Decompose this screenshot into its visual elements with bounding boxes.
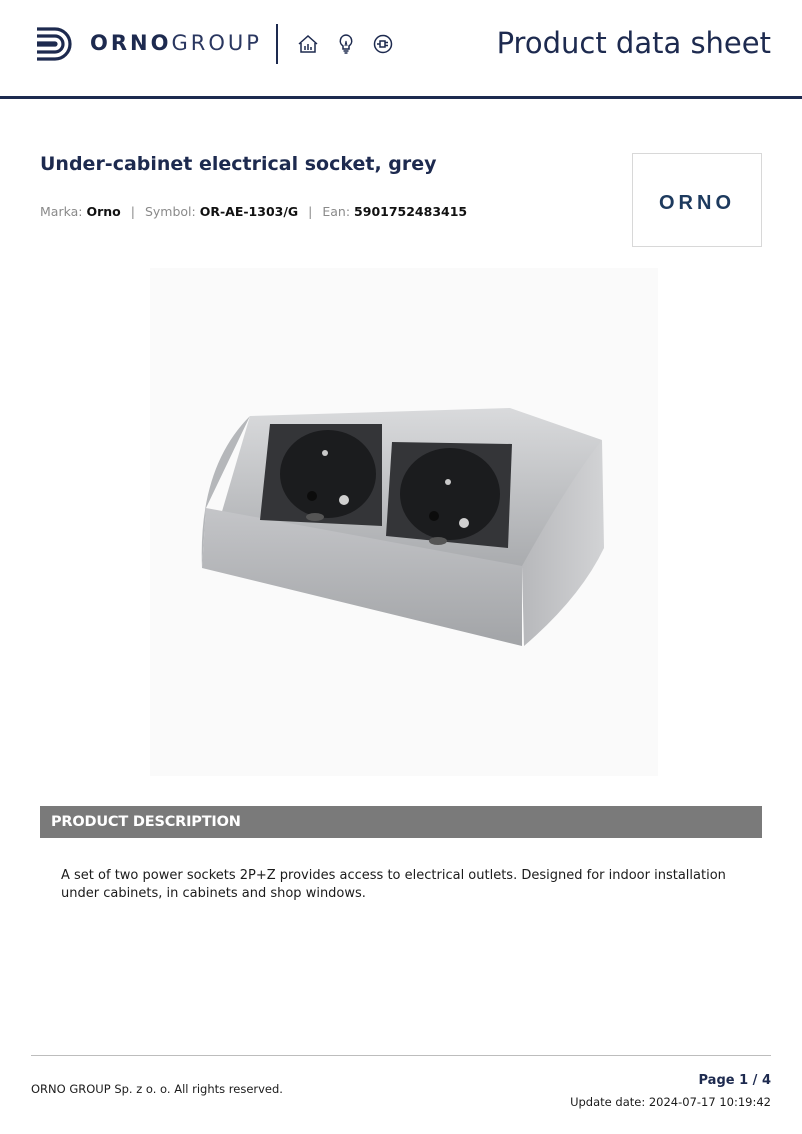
header-divider [276, 24, 278, 64]
ean-label: Ean: [322, 204, 351, 219]
plug-icon [372, 33, 394, 55]
product-title: Under-cabinet electrical socket, grey [40, 153, 437, 175]
meta-separator: | [130, 204, 135, 219]
update-date: Update date: 2024-07-17 10:19:42 [570, 1095, 771, 1109]
orno-logo-icon [33, 22, 77, 66]
symbol-value: OR-AE-1303/G [199, 204, 299, 219]
footer-rule [31, 1055, 771, 1056]
orno-brand-logo [633, 154, 761, 246]
smart-home-icon [297, 33, 319, 55]
page-header [0, 0, 802, 98]
product-description-text: A set of two power sockets 2P+Z provides access to electrical outlets. Designed for indoor installation under cabinets, in cabinets and shop windows. [61, 868, 726, 901]
product-photo [150, 268, 658, 776]
marka-label: Marka: [40, 204, 83, 219]
section-title: PRODUCT DESCRIPTION [51, 814, 241, 830]
product-description-header [40, 806, 762, 838]
brand-logo-box [632, 153, 762, 247]
meta-separator: | [308, 204, 313, 219]
header-rule [0, 96, 802, 99]
brand-wordmark: ORNOGROUP [90, 31, 262, 55]
page-number: Page 1 / 4 [698, 1073, 771, 1088]
copyright-text: ORNO GROUP Sp. z o. o. All rights reserved. [31, 1082, 283, 1096]
product-meta [40, 204, 467, 219]
brand-logo-text: ORNO [659, 192, 735, 214]
socket-illustration [150, 268, 658, 776]
lightbulb-icon [335, 33, 357, 55]
ean-value: 5901752483415 [354, 204, 468, 219]
marka-value: Orno [86, 204, 121, 219]
symbol-label: Symbol: [144, 204, 196, 219]
document-title: Product data sheet [496, 26, 771, 60]
